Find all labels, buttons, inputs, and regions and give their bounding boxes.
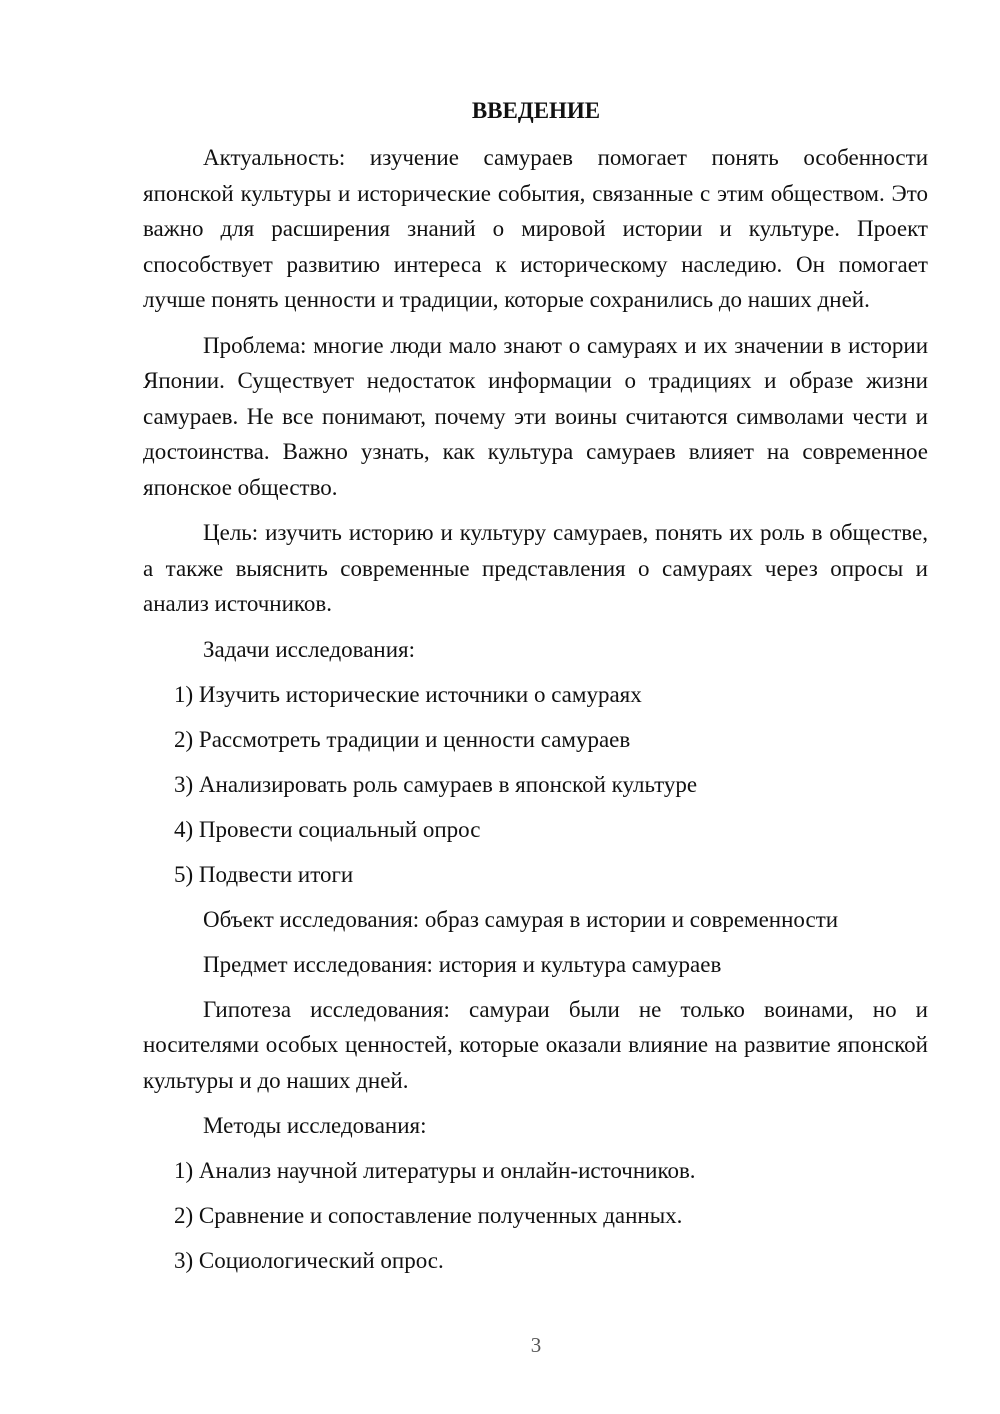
problem-paragraph: Проблема: многие люди мало знают о самураях и их значении в истории Японии. Существует недостаток информации о традициях и образе жизни самураев. Не все понимают, почему эти воины считаются символами чести и достоинства. Важно узнать, как культура самураев влияет на современное японское общество. [143,332,928,500]
page-number: 3 [530,1333,542,1357]
methods-title: Методы исследования: [203,1113,427,1138]
list-item: 2) Сравнение и сопоставление полученных данных. [174,1203,683,1228]
list-item: 3) Анализировать роль самураев в японской культуре [174,771,698,797]
list-item: 1) Изучить исторические источники о самураях [174,681,642,707]
hypothesis-paragraph: Гипотеза исследования: самураи были не только воинами, но и носителями особых ценностей, которые оказали влияние на развитие японской культуры и до наших дней. [143,996,928,1093]
list-item: 4) Провести социальный опрос [174,816,481,842]
list-item: 2) Рассмотреть традиции и ценности самураев [174,726,631,752]
object-line: Объект исследования: образ самурая в истории и современности [203,906,839,932]
tasks-title: Задачи исследования: [203,636,416,662]
tasks-list [143,677,928,892]
page-heading: ВВЕДЕНИЕ [471,98,601,123]
relevance-paragraph: Актуальность: изучение самураев помогает понять особенности японской культуры и исторические события, связанные с этим обществом. Это важно для расширения знаний о мировой истории и культуре. Проект способствует развитию интереса к историческому наследию. Он помогает лучше понять ценности и традиции, которые сохранились до наших дней. [143,145,928,312]
goal-paragraph: Цель: изучить историю и культуру самураев, понять их роль в обществе, а также выяснить современные представления о самураях через опросы и анализ источников. [143,520,928,616]
list-item: 5) Подвести итоги [174,861,354,887]
methods-list [143,1153,928,1278]
page-content [143,95,928,1288]
list-item: 1) Анализ научной литературы и онлайн-источников. [174,1158,696,1183]
subject-line: Предмет исследования: история и культура самураев [203,951,722,977]
list-item: 3) Социологический опрос. [174,1248,444,1273]
